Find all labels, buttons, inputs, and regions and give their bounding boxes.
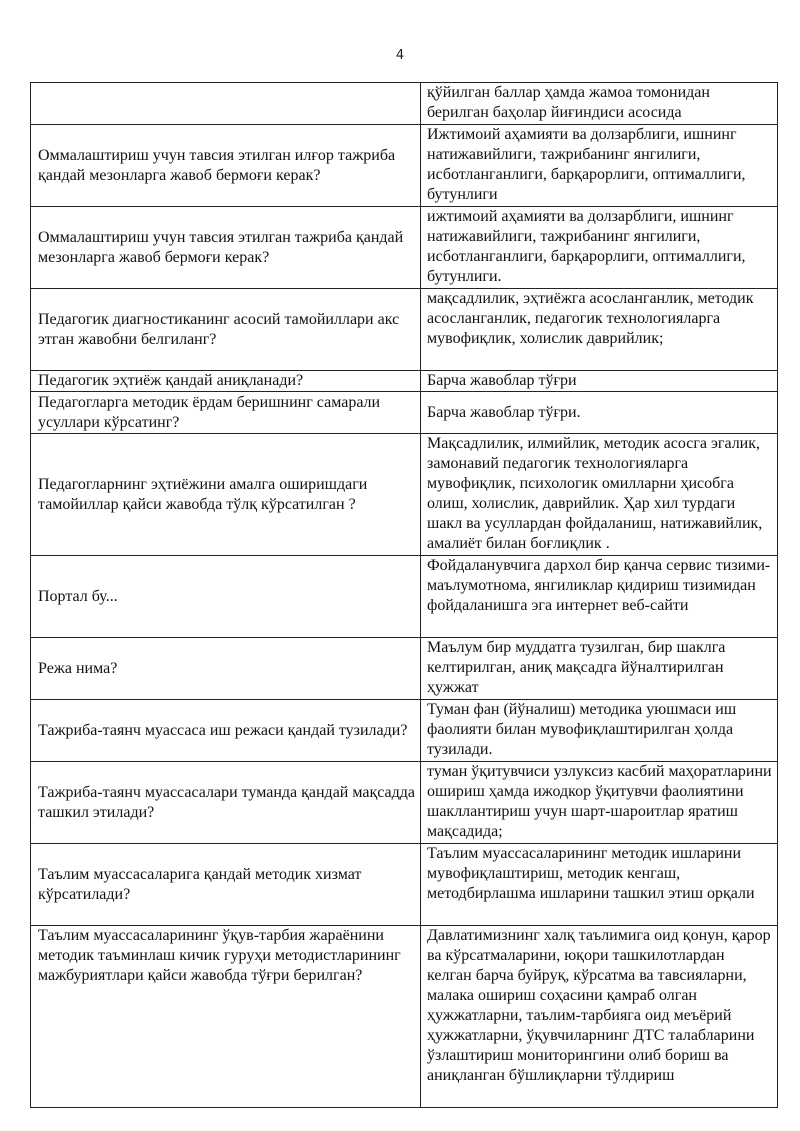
question-cell: Оммалаштириш учун тавсия этилган илғор тажриба қандай мезонларга жавоб бермоғи керак? [31,125,421,207]
answer-cell: Маълум бир муддатга тузилган, бир шаклга келтирилган, аниқ мақсадга йўналтирилган ҳужжат [421,638,778,700]
table-row [31,556,778,638]
page-number: 4 [395,48,405,63]
question-cell: Педагогик диагностиканинг асосий тамойиллари акс этган жавобни белгиланг? [31,289,421,371]
answer-cell: Барча жавоблар тўғри. [421,392,778,434]
answer-cell: Барча жавоблар тўғри [421,371,778,392]
question-cell: Таълим муассасаларининг ўқув-тарбия жараёнини методик таъминлаш кичик гуруҳи методистларининг мажбуриятлари қайси жавобда тўғри берилган? [31,926,421,1108]
table-row [31,289,778,371]
question-cell: Тажриба-таянч муассасалари туманда қандай мақсадда ташкил этилади? [31,762,421,844]
question-cell: Педагогик эҳтиёж қандай аниқланади? [31,371,421,392]
answer-cell: Ижтимоий аҳамияти ва долзарблиги, ишнинг натижавийлиги, тажрибанинг янгилиги, исботланганлиги, барқарорлиги, оптималлиги, бутунлиги [421,125,778,207]
table-row [31,844,778,926]
question-cell: Режа нима? [31,638,421,700]
qa-table [30,82,778,1108]
answer-cell: ижтимоий аҳамияти ва долзарблиги, ишнинг натижавийлиги, тажрибанинг янгилиги, исботланганлиги, барқарорлиги, оптималлиги, бутунлиги. [421,207,778,289]
table-row [31,434,778,556]
answer-cell: Фойдаланувчига дархол бир қанча сервис тизими-маълумотнома, янгиликлар қидириш тизимидан фойдаланишга эга интернет веб-сайти [421,556,778,638]
question-cell: Портал бу... [31,556,421,638]
table-row [31,125,778,207]
answer-cell: Мақсадлилик, илмийлик, методик асосга эгалик, замонавий педагогик технологияларга мувофиқлик, психологик омилларни ҳисобга олиш, холислик, даврийлик. Ҳар хил турдаги шакл ва усуллардан фойдаланиш, натижавийлик, амалиёт билан боғлиқлик . [421,434,778,556]
table-row [31,83,778,125]
table-row [31,926,778,1108]
answer-cell: Давлатимизнинг халқ таълимига оид қонун, қарор ва кўрсатмаларини, юқори ташкилотлардан келган барча буйруқ, кўрсатма ва тавсияларни, малака ошириш соҳасини қамраб олган ҳужжатларни, таълим-тарбияга оид меъёрий ҳужжатларни, ўқувчиларнинг ДТС талабларини ўзлаштириш мониторингини олиб бориш ва аниқланган бўшлиқларни тўлдириш [421,926,778,1108]
table-row [31,392,778,434]
question-cell: Педагогларга методик ёрдам беришнинг самарали усуллари кўрсатинг? [31,392,421,434]
answer-cell: Таълим муассасаларининг методик ишларини мувофиқлаштириш, методик кенгаш, методбирлашма ишларини ташкил этиш орқали [421,844,778,926]
question-cell: Педагогларнинг эҳтиёжини амалга оширишдаги тамойиллар қайси жавобда тўлқ кўрсатилган ? [31,434,421,556]
answer-cell: Туман фан (йўналиш) методика уюшмаси иш фаолияти билан мувофиқлаштирилган ҳолда тузилади. [421,700,778,762]
question-cell: Тажриба-таянч муассаса иш режаси қандай тузилади? [31,700,421,762]
table-row [31,700,778,762]
answer-cell: туман ўқитувчиси узлуксиз касбий маҳоратларини ошириш ҳамда ижодкор ўқитувчи фаолиятини шакллантириш учун шарт-шароитлар яратиш мақсадида; [421,762,778,844]
table-row [31,207,778,289]
answer-cell: қўйилган баллар ҳамда жамоа томонидан берилган баҳолар йиғиндиси асосида [421,83,778,125]
question-cell: Таълим муассасаларига қандай методик хизмат кўрсатилади? [31,844,421,926]
question-cell: Оммалаштириш учун тавсия этилган тажриба қандай мезонларга жавоб бермоғи керак? [31,207,421,289]
answer-cell: мақсадлилик, эҳтиёжга асосланганлик, методик асосланганлик, педагогик технологияларга мувофиқлик, холислик даврийлик; [421,289,778,371]
question-cell [31,83,421,125]
table-row [31,371,778,392]
table-row [31,638,778,700]
table-row [31,762,778,844]
